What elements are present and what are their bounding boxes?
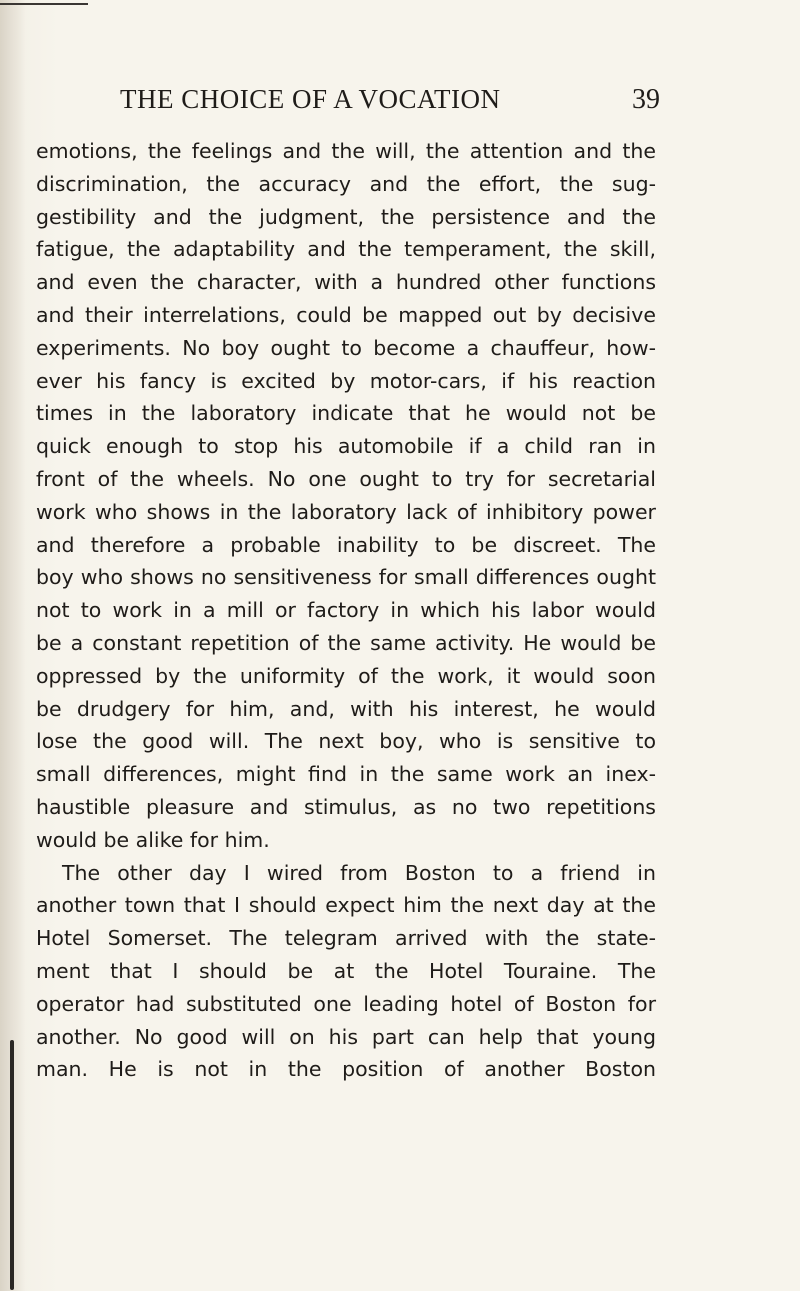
text-line: experiments. No boy ought to become a chauffeur, how- [36, 335, 656, 360]
text-line: fatigue, the adaptability and the temperament, the skill, [36, 237, 656, 262]
text-line: Hotel Somerset. The telegram arrived with the state- [36, 926, 656, 951]
text-line: quick enough to stop his automobile if a child ran in [36, 434, 656, 459]
text-line: and therefore a probable inability to be discreet. The [36, 532, 656, 557]
page-header [110, 84, 660, 124]
text-line: small differences, might find in the same work an inex- [36, 762, 656, 787]
text-line: ever his fancy is excited by motor-cars, if his reaction [36, 368, 656, 393]
body-text [36, 135, 656, 1086]
text-line: The other day I wired from Boston to a friend in [62, 860, 656, 885]
text-line: be drudgery for him, and, with his interest, he would [36, 696, 656, 721]
page-number: 39 [632, 84, 660, 115]
text-line: gestibility and the judgment, the persistence and the [36, 204, 656, 229]
text-line: times in the laboratory indicate that he would not be [36, 401, 656, 426]
text-line: would be alike for him. [36, 827, 270, 852]
top-edge-rule [0, 3, 88, 5]
text-line: work who shows in the laboratory lack of inhibitory power [36, 499, 656, 524]
text-line: and even the character, with a hundred other functions [36, 270, 656, 295]
text-line: oppressed by the uniformity of the work, it would soon [36, 663, 656, 688]
text-line: be a constant repetition of the same activity. He would be [36, 630, 656, 655]
text-line: man. He is not in the position of another Boston [36, 1057, 656, 1082]
running-head: THE CHOICE OF A VOCATION [120, 84, 501, 114]
text-line: another. No good will on his part can help that young [36, 1024, 656, 1049]
text-line: emotions, the feelings and the will, the attention and the [36, 139, 656, 163]
text-line: ment that I should be at the Hotel Touraine. The [36, 958, 656, 983]
text-line: operator had substituted one leading hotel of Boston for [36, 991, 656, 1016]
text-line: not to work in a mill or factory in which his labor would [36, 598, 656, 623]
text-line: and their interrelations, could be mapped out by decisive [36, 302, 656, 327]
text-line: discrimination, the accuracy and the effort, the sug- [36, 171, 656, 196]
text-line: lose the good will. The next boy, who is sensitive to [36, 729, 656, 754]
text-line: haustible pleasure and stimulus, as no two repetitions [36, 794, 656, 819]
text-line: another town that I should expect him the next day at the [36, 893, 656, 918]
binding-edge-mark [10, 1040, 14, 1290]
text-line: boy who shows no sensitiveness for small differences ought [36, 565, 656, 590]
text-line: front of the wheels. No one ought to try for secretarial [36, 466, 656, 491]
